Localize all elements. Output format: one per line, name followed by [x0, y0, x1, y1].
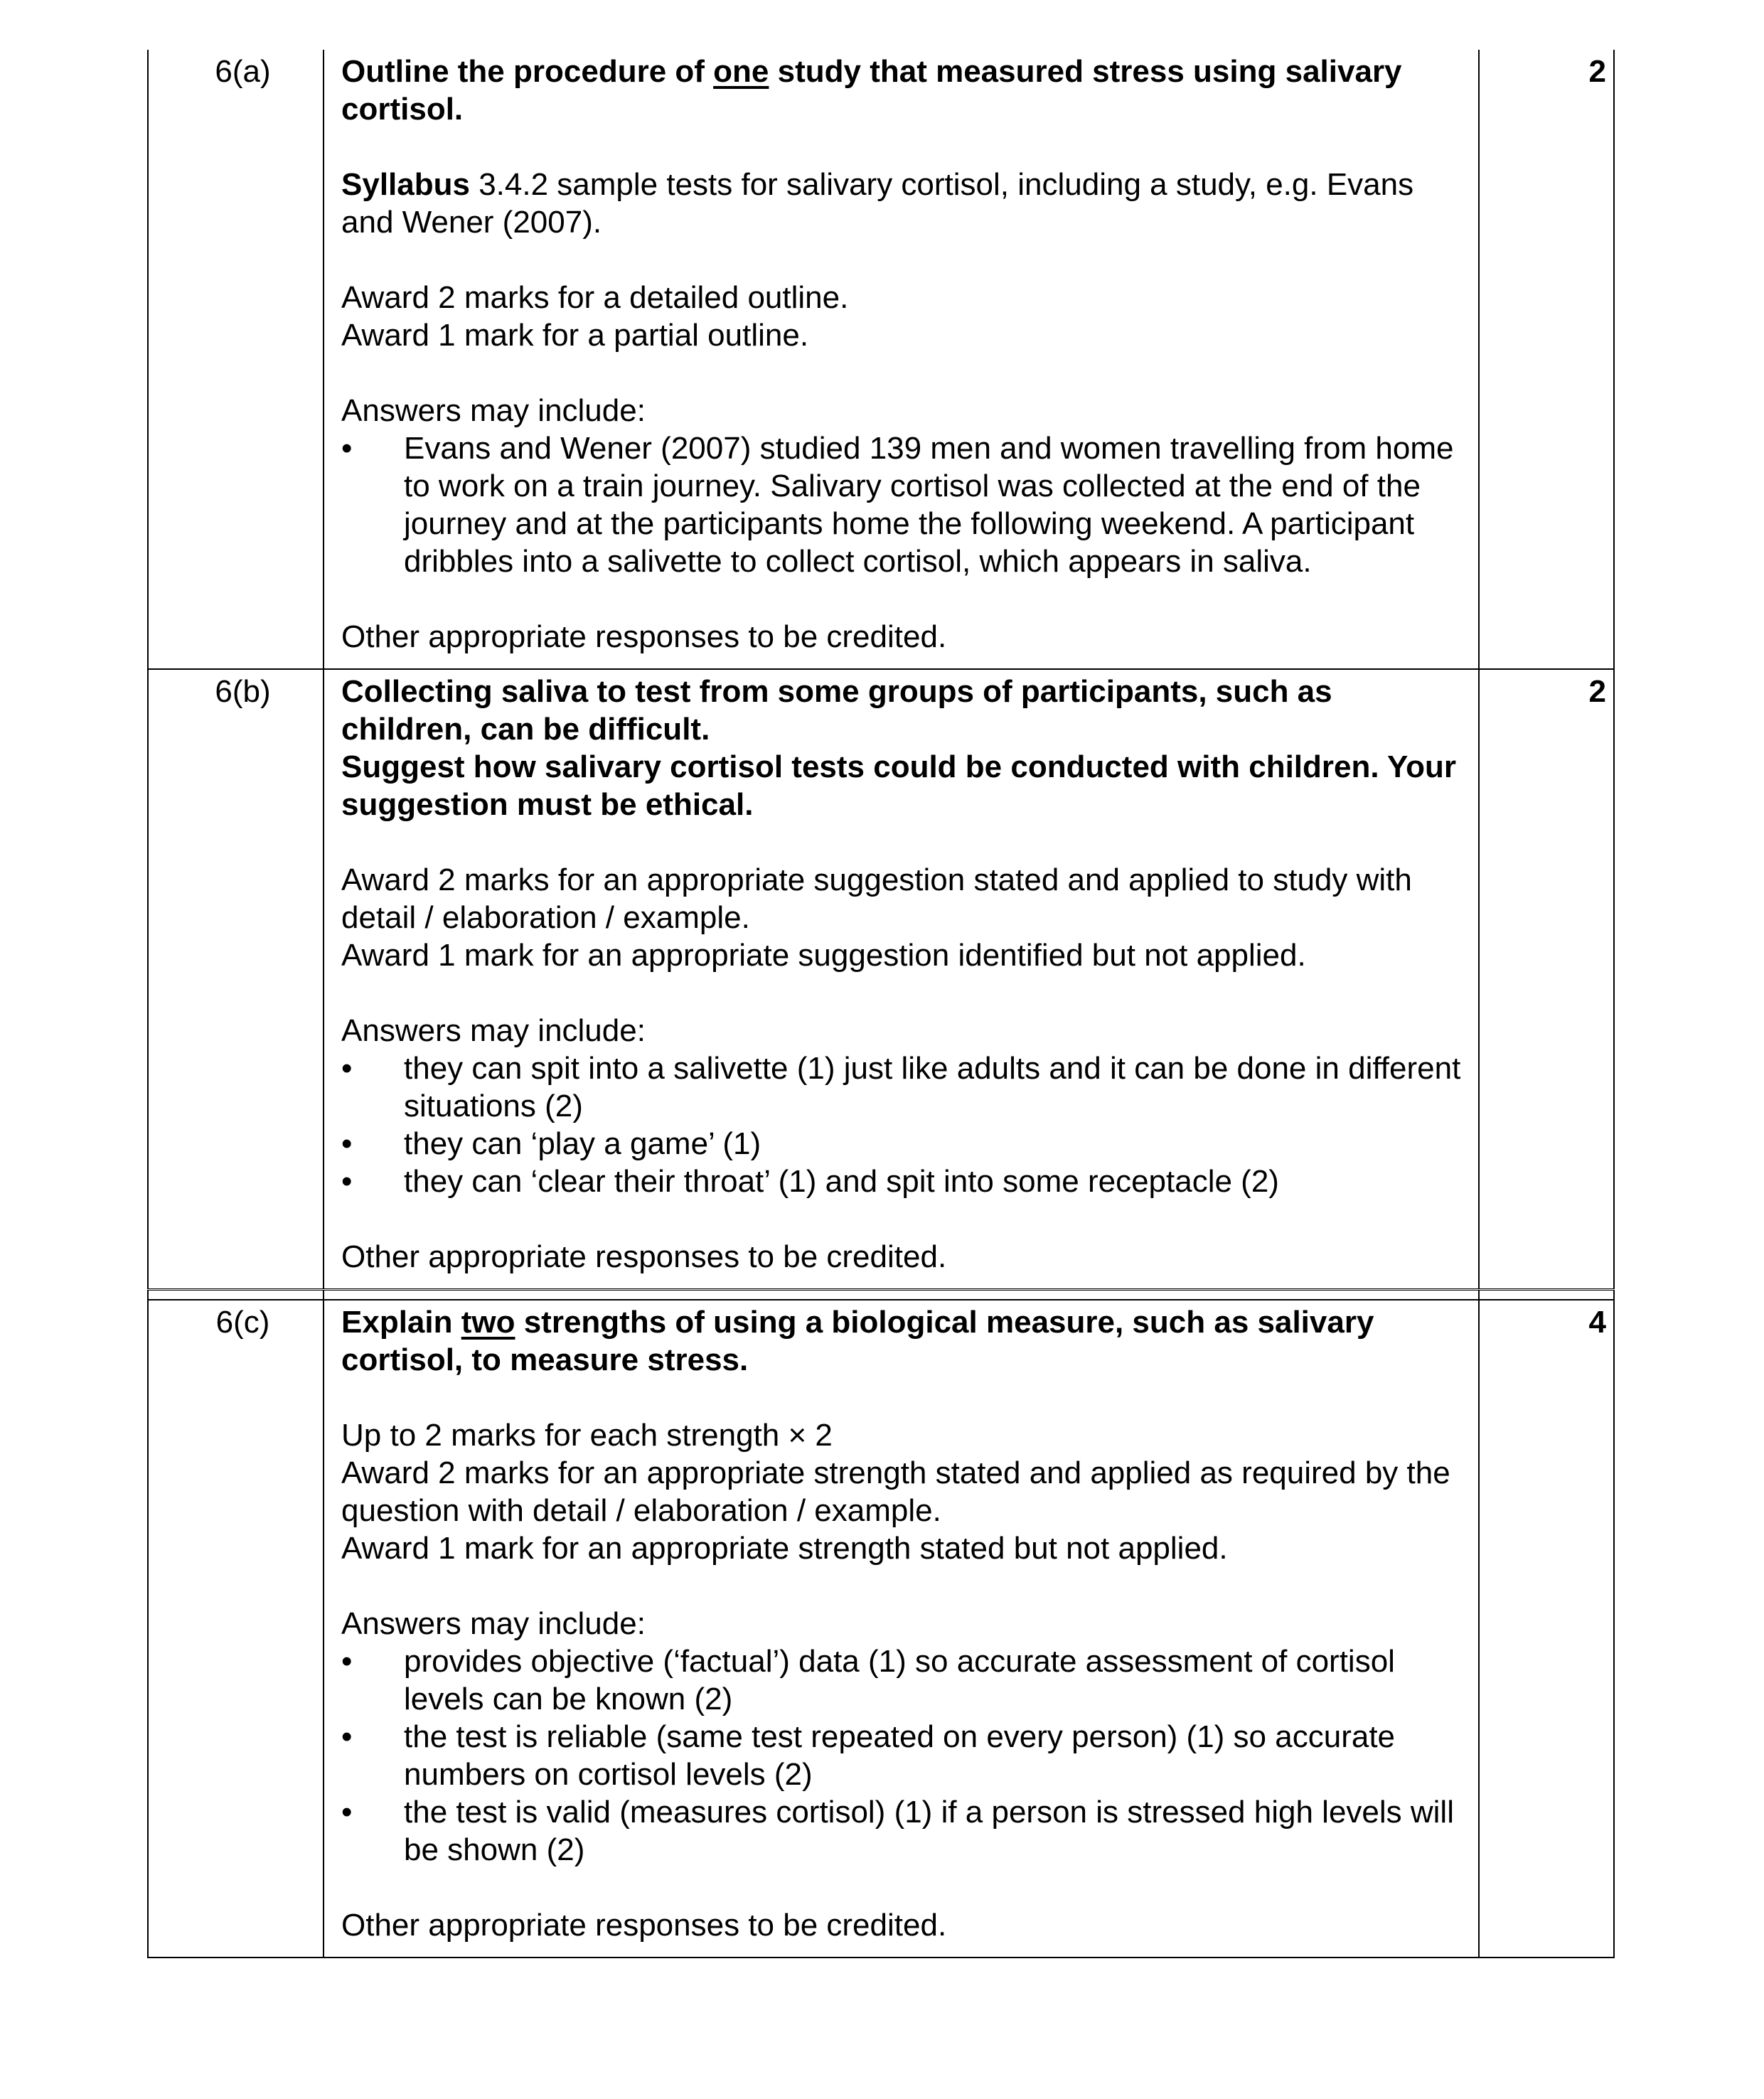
list-item-text: the test is reliable (same test repeated on every person) (1) so accurate numbers on cortisol levels (2) — [404, 1719, 1396, 1792]
award-line: Award 1 mark for an appropriate strength stated but not applied. — [341, 1531, 1228, 1566]
award-line: Up to 2 marks for each strength × 2 — [341, 1418, 833, 1453]
question-text: Collecting saliva to test from some groups of participants, such as children, can be difficult. — [341, 674, 1332, 747]
question-emphasis: two — [461, 1305, 515, 1340]
list-item-text: Evans and Wener (2007) studied 139 men and women travelling from home to work on a train journey. Salivary cortisol was collected at the end of the journey and at the participants home the following weekend. A participant dribbles into a salivette to collect cortisol, which appears in saliva. — [404, 431, 1454, 579]
question-emphasis: one — [713, 54, 769, 89]
marks-value: 2 — [1479, 50, 1614, 669]
question-text-part: Outline the procedure of — [341, 54, 714, 89]
syllabus-text: 3.4.2 sample tests for salivary cortisol, including a study, e.g. Evans and Wener (2007). — [341, 167, 1414, 240]
row-separator — [148, 1290, 1614, 1300]
separator-cell — [148, 1290, 324, 1300]
answer-cell — [324, 669, 1479, 1290]
bullet-icon: • — [341, 1795, 353, 1830]
award-line: Award 2 marks for a detailed outline. — [341, 280, 849, 315]
answer-list — [341, 429, 1461, 580]
question-text-part: Explain — [341, 1305, 461, 1340]
answer-cell — [324, 1300, 1479, 1958]
table-row-6a — [148, 50, 1614, 669]
other-responses-note: Other appropriate responses to be credited. — [341, 1239, 947, 1274]
question-text-part: strengths of using a biological measure, such as salivary cortisol, to measure stress. — [341, 1305, 1374, 1377]
award-line: Award 2 marks for an appropriate strength stated and applied as required by the question with detail / elaboration / example. — [341, 1456, 1450, 1528]
list-item-text: they can spit into a salivette (1) just like adults and it can be done in different situations (2) — [404, 1051, 1461, 1123]
bullet-icon: • — [341, 1126, 353, 1161]
question-text-part: study that measured stress using salivary cortisol. — [341, 54, 1402, 127]
table-row-6c — [148, 1300, 1614, 1958]
list-item — [341, 1793, 1461, 1869]
mark-scheme-sheet — [147, 50, 1613, 1958]
list-item-text: the test is valid (measures cortisol) (1) if a person is stressed high levels will be shown (2) — [404, 1795, 1454, 1867]
list-item — [341, 1163, 1461, 1200]
separator-cell — [1479, 1290, 1614, 1300]
award-guidance — [341, 1416, 1461, 1567]
list-item — [341, 429, 1461, 580]
bullet-icon: • — [341, 1051, 353, 1086]
award-guidance — [341, 279, 1461, 354]
list-item-text: they can ‘play a game’ (1) — [404, 1126, 761, 1161]
separator-cell — [324, 1290, 1479, 1300]
list-item — [341, 1125, 1461, 1163]
syllabus-reference — [341, 166, 1461, 241]
list-item-text: they can ‘clear their throat’ (1) and spit into some receptacle (2) — [404, 1164, 1279, 1199]
award-line: Award 1 mark for a partial outline. — [341, 318, 809, 353]
question-number: 6(c) — [148, 1300, 324, 1958]
mark-scheme-table — [147, 50, 1615, 1958]
list-item — [341, 1050, 1461, 1125]
award-line: Award 2 marks for an appropriate suggestion stated and applied to study with detail / elaboration / example. — [341, 862, 1412, 935]
table-row-6b — [148, 669, 1614, 1290]
bullet-icon: • — [341, 1644, 353, 1679]
answer-list — [341, 1643, 1461, 1869]
list-item — [341, 1643, 1461, 1718]
award-guidance — [341, 861, 1461, 974]
marks-value: 4 — [1479, 1300, 1614, 1958]
answers-heading: Answers may include: — [341, 1606, 646, 1641]
list-item — [341, 1718, 1461, 1793]
question-number: 6(b) — [148, 669, 324, 1290]
list-item-text: provides objective (‘factual’) data (1) so accurate assessment of cortisol levels can be known (2) — [404, 1644, 1395, 1716]
question-text — [341, 53, 1461, 128]
answers-heading: Answers may include: — [341, 1013, 646, 1048]
bullet-icon: • — [341, 1719, 353, 1754]
question-number: 6(a) — [148, 50, 324, 669]
answer-list — [341, 1050, 1461, 1200]
other-responses-note: Other appropriate responses to be credited. — [341, 619, 947, 654]
answers-heading: Answers may include: — [341, 393, 646, 428]
bullet-icon: • — [341, 431, 353, 466]
syllabus-label: Syllabus — [341, 167, 470, 202]
other-responses-note: Other appropriate responses to be credited. — [341, 1908, 947, 1943]
bullet-icon: • — [341, 1164, 353, 1199]
answer-cell — [324, 50, 1479, 669]
question-text: Suggest how salivary cortisol tests could be conducted with children. Your suggestion must be ethical. — [341, 749, 1456, 822]
award-line: Award 1 mark for an appropriate suggestion identified but not applied. — [341, 938, 1306, 973]
marks-value: 2 — [1479, 669, 1614, 1290]
question-text — [341, 1303, 1461, 1379]
